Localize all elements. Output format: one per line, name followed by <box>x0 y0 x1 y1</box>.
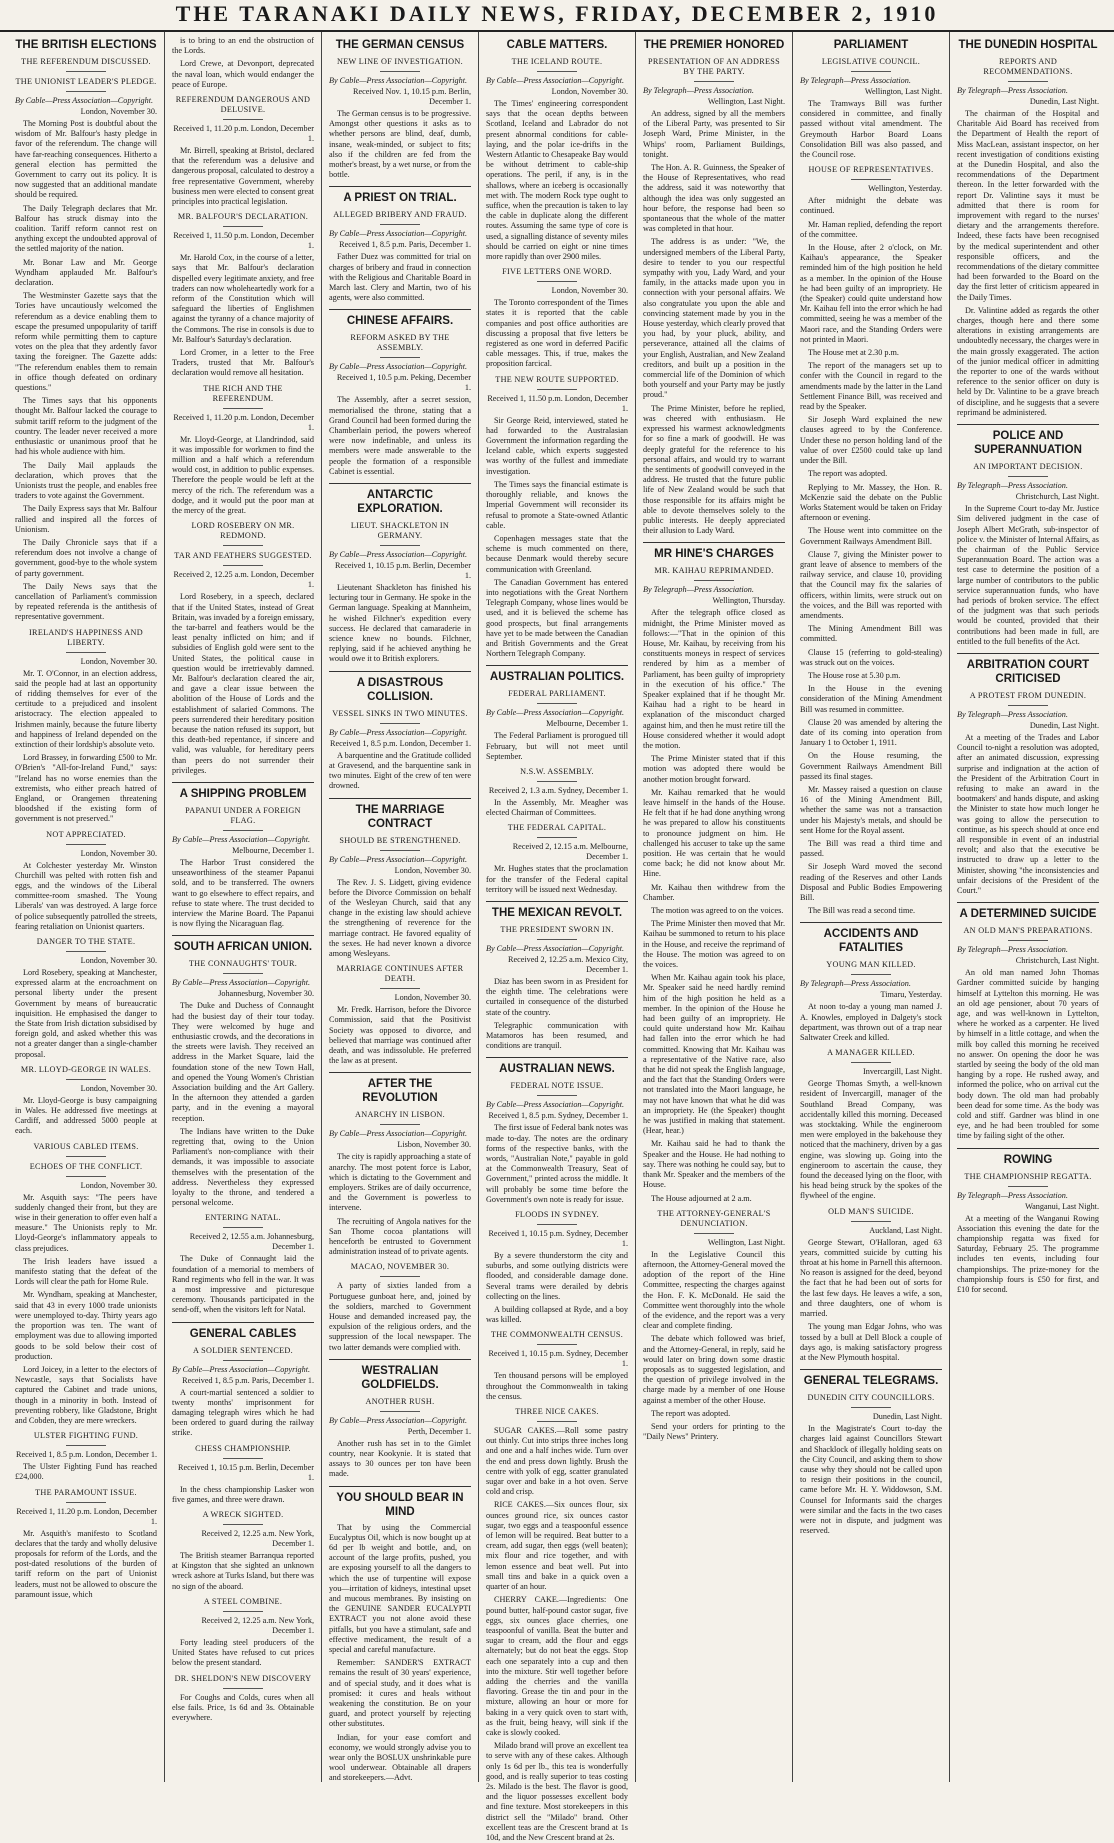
section-heading: AUSTRALIAN NEWS. <box>486 1057 628 1076</box>
section-heading: POLICE AND SUPERANNUATION <box>957 424 1099 457</box>
paragraph: Milado brand will prove an excellent tea to serve with any of these cakes. Although only 1s 6d per lb., this tea is wonderfully good, and is really superior to teas costing 2s. Milado is the best. The flavor is good, and the liquor possesses excellent body and fine texture. Most storekeepers in this district sell the "Milado" brand. Other excellent teas are the Crescent brand at 1s 10d, and the New Crescent brand at 2s. <box>486 1741 628 1842</box>
subheading: THE PARAMOUNT ISSUE. <box>15 1488 157 1503</box>
dateline: Dunedin, Last Night. <box>1029 720 1099 730</box>
subheading: LORD ROSEBERY ON MR. REDMOND. <box>172 521 314 546</box>
paragraph: When Mr. Kaihau again took his place, Mr. Speaker said he need hardly remind him of the high position he held as a member. In the opinion of the House he had been guilty of an impropriety. He could quite understand how Mr. Kaihau had fallen into the error which he had committed. Knowing that Mr. Kaihau was a representative of the Native race, also that he did not speak the English language, and the fact that the Standing Orders were not translated into the Maori language, he may not have known that what he did was an impropriety. He (the Speaker) thought he was justified in making that statement. (Hear, hear.) <box>643 973 785 1136</box>
subheading: N.S.W. ASSEMBLY. <box>486 767 628 782</box>
dateline: Melbourne, December 1. <box>232 845 314 855</box>
subheading: FEDERAL PARLIAMENT. <box>486 689 628 704</box>
dateline: Received 2, 12.25 a.m. Mexico City, December 1. <box>508 954 628 974</box>
section-heading: A DISASTROUS COLLISION. <box>329 671 471 704</box>
paragraph: Mr. Haman replied, defending the report of the committee. <box>800 219 942 239</box>
paragraph: Clause 15 (referring to gold-stealing) was struck out on the voices. <box>800 647 942 667</box>
paragraph: CHERRY CAKE.—Ingredients: One pound butter, half-pound castor sugar, five eggs, six ounces glace cherries, one teaspoonful of vanilla. Beat the butter and sugar to cream, add the flour and eggs alternately; but do not beat the eggs. Stop each one separately into a cup and then into the mixture. Stir well together before adding the cherries and the vanilla flavoring. Grease the tin and pour in the mixture, allowing an hour or more for baking in a very quick oven to start with, as the fruit, being heavy, will sink if the cake is slowly cooked. <box>486 1595 628 1737</box>
paragraph: In the Magistrate's Court to-day the charges laid against Councillors Stewart and Shacklock of illegally holding seats on the City Council, and asking them to show cause why they should not be called upon to resign their positions in the council, came before Mr. H. Y. Widdowson, S.M. Counsel for Informants said the charges were similar and the facts in the two cases were not in dispute, and judgment was reserved. <box>800 1424 942 1536</box>
byline: By Cable—Press Association—Copyright. <box>329 229 468 239</box>
paragraph: Lord Brassey, in forwarding £500 to Mr. O'Brien's "All-for-Ireland Fund," says: "Ireland has no worse enemies than the extremists, who either preach hatred of England, or Orangemen threatening bloodshed if the existing form of government is not preserved." <box>15 753 157 824</box>
subheading: MR. BALFOUR'S DECLARATION. <box>172 212 314 227</box>
dateline: Received 1, 11.20 p.m. London, December 1. <box>173 124 314 144</box>
section-heading: GENERAL CABLES <box>172 1322 314 1341</box>
dateline: London, November 30. <box>394 993 471 1003</box>
paragraph: Remember: SANDER'S EXTRACT remains the result of 30 years' experience, and of special study, and it does what is promised: it cures and heals without weakening the constitution. Be on your guard, and protect yourself by rejecting other substitutes. <box>329 1658 471 1729</box>
newspaper-columns <box>8 32 1106 1842</box>
subheading: A WRECK SIGHTED. <box>172 1510 314 1525</box>
paragraph: Mr. Kaihau remarked that he would leave himself in the hands of the House. He felt that if he had done anything wrong he was prepared to allow his constituents to pronounce judgment on him. He challenged his accuser to take up the same position. He was certain that he would come back; he did not know about Mr. Hine. <box>643 787 785 879</box>
dateline: London, November 30. <box>394 865 471 875</box>
dateline: Received 1, 10.15 p.m. Sydney, December 1. <box>488 1349 628 1369</box>
dateline: Perth, December 1. <box>407 1426 471 1436</box>
paragraph: On the House resuming, the Government Railways Amendment Bill passed its final stages. <box>800 751 942 781</box>
dateline: Received Nov. 1, 10.15 p.m. Berlin, December 1. <box>353 87 471 106</box>
subheading: SHOULD BE STRENGTHENED. <box>329 836 471 851</box>
paragraph: The Hon. A. R. Guinness, the Speaker of the House of Representatives, who read the address, said it was noteworthy that although the idea was only suggested an hour before, the response had been so spontaneous that the whole of the matter was completed in that hour. <box>643 163 785 234</box>
subheading: THE NEW ROUTE SUPPORTED. <box>486 375 628 390</box>
byline: By Cable—Press Association—Copyright. <box>329 1415 468 1425</box>
paragraph: The address is as under: "We, the undersigned members of the Liberal Party, desire to tender to you our respectful sympathy with you, Lady Ward, and your family, in the attacks made upon you in connection with your personal affairs. We also congratulate you upon the able and convincing statement made by you in the House yesterday, which clearly proved that you had, by your pluck, ability, and perseverance, attained all the claims of your English, Australian, and New Zealand creditors, and built up a position in the commercial life of the Dominion of which both yourself and your Party may be justly proud." <box>643 237 785 400</box>
column-3 <box>322 32 479 1782</box>
byline: By Telegraph—Press Association. <box>957 86 1068 95</box>
section-heading: A DETERMINED SUICIDE <box>957 902 1099 921</box>
paragraph: Mr. Harold Cox, in the course of a letter, says that Mr. Balfour's declaration dispelled every legitimate anxiety, and free traders can now wholeheartedly work for a reform of the Constitution which will safeguard the liberties of Englishmen against the tyranny of a chance majority of the Commons. The rise in consols is due to Mr. Balfour's Saturday's declaration. <box>172 253 314 344</box>
subheading: CHESS CHAMPIONSHIP. <box>172 1444 314 1459</box>
subheading: A STEEL COMBINE. <box>172 1597 314 1612</box>
dateline: London, November 30. <box>80 1083 157 1093</box>
byline: By Telegraph—Press Association. <box>643 86 754 95</box>
paragraph: The Harbor Trust considered the unseaworthiness of the steamer Papanui sold, and to be transferred. The owners want to go elsewhere to effect repairs, and refuse to state where. The trust decided to interview the Marine Board. The Papanui is now flying the Nicaraguan flag. <box>172 857 314 929</box>
paragraph: George Stewart, O'Halloran, aged 63 years, committed suicide by cutting his throat at his home in Parnell this afternoon. No reason is assigned for the deed, beyond the fact that he had been out of sorts for the last few days. He leaves a wife, a son, and three daughters, one of whom is married. <box>800 1237 942 1319</box>
paragraph: Sir Joseph Ward explained the new clauses agreed to by the Conference. Under these no person holding land of the value of over £2500 could take up land under the Bill. <box>800 415 942 466</box>
column-1 <box>8 32 165 1782</box>
dateline: London, November 30. <box>80 1180 157 1190</box>
byline: By Cable—Press Association—Copyright. <box>486 1100 625 1110</box>
paragraph: Lord Crewe, at Devonport, deprecated the naval loan, which would endanger the peace of Europe. <box>172 59 314 89</box>
dateline: London, November 30. <box>80 956 157 966</box>
paragraph: The German census is to be progressive. Amongst other questions it asks as to whether persons are blind, deaf, dumb, insane, weak-minded, or subject to fits; also if the children are fed from the mother's breast, by a wet nurse, or from the bottle. <box>329 109 471 180</box>
paragraph: In the Assembly, Mr. Meagher was elected Chairman of Committees. <box>486 797 628 818</box>
paragraph: George Thomas Smyth, a well-known resident of Invercargill, manager of the Southland Bread Company, was accidentally killed this morning. Deceased was stocktaking. While the engineroom men were employed in the bakehouse they noticed that the machinery, driven by a gas engine, was slowing up. Going into the engineroom to ascertain the cause, they found the deceased lying on the floor, with his head being struck by the spokes of the flywheel of the engine. <box>800 1079 942 1201</box>
dateline: London, November 30. <box>551 87 628 96</box>
paragraph: Sir George Reid, interviewed, stated he had forwarded to the Australasian Government the information regarding the Iceland cable, which experts suggested was worthy of the fullest and immediate investigation. <box>486 415 628 476</box>
subheading: THE COMMONWEALTH CENSUS. <box>486 1330 628 1345</box>
paragraph: The report of the managers set up to confer with the Council in regard to the amendments made by the latter in the Land Settlement Finance Bill, was received and read by the Speaker. <box>800 361 942 412</box>
subheading: FLOODS IN SYDNEY. <box>486 1210 628 1225</box>
byline: By Cable—Press Association—Copyright. <box>172 1364 311 1374</box>
section-heading: THE BRITISH ELECTIONS <box>15 39 157 51</box>
paragraph: In the chess championship Lasker won five games, and three were drawn. <box>172 1484 314 1504</box>
paragraph: Replying to Mr. Massey, the Hon. R. McKenzie said the debate on the Public Works Statement would be taken on Friday afternoon or evening. <box>800 482 942 523</box>
paragraph: After the telegraph office closed as midnight, the Prime Minister moved as follows:—"That in the opinion of this House, Mr. Kaihau, by receiving from his constituents moneys in respect of services rendered by him as a member of Parliament, has been guilty of impropriety in the execution of his office." The Speaker explained that if he thought Mr. Kaihau had a right to be heard in explanation of the misconduct charged against him, and then he must retire till the House considered whether it would adopt the motion. <box>643 608 785 750</box>
paragraph: Father Duez was committed for trial on charges of bribery and fraud in connection with the Religious and Charitable Board in March last. Clery and Martin, two of his agents, were also committed. <box>329 252 471 303</box>
section-heading: ACCIDENTS AND FATALITIES <box>800 922 942 955</box>
paragraph: The Toronto correspondent of the Times states it is reported that the cable companies and post office authorities are discussing a proposal that five letters be registered as one word in deferred Pacific cable messages. This, if true, makes the proposition farcical. <box>486 298 628 369</box>
paragraph: The Daily Telegraph declares that Mr. Balfour has struck dismay into the coalition. Tariff reform cannot rest on anything except the undoubted approval of the settled majority of the nation. <box>15 203 157 254</box>
subheading: THE REFERENDUM DISCUSSED. <box>15 57 157 72</box>
subheading: THE ATTORNEY-GENERAL'S DENUNCIATION. <box>643 1209 785 1234</box>
paragraph: The Irish leaders have issued a manifesto stating that the defeat of the Lords will clear the path for Home Rule. <box>15 1256 157 1287</box>
section-heading: CABLE MATTERS. <box>506 39 608 51</box>
subheading: A PROTEST FROM DUNEDIN. <box>957 691 1099 706</box>
subheading: DR. SHELDON'S NEW DISCOVERY <box>172 1674 314 1689</box>
paragraph: The Daily Chronicle says that if a referendum does not involve a change of government, good-bye to the whole system of party government. <box>15 537 157 578</box>
dateline: Received 1, 11.50 p.m. London, December 1. <box>487 393 628 413</box>
paragraph: The Federal Parliament is prorogued till February, but will not meet until September. <box>486 731 628 761</box>
dateline: Received 2, 12.25 a.m. New York, December 1. <box>201 1615 314 1635</box>
dateline: Received 1, 11.50 p.m. London, December 1. <box>173 231 314 251</box>
subheading: REPORTS AND RECOMMENDATIONS. <box>957 57 1099 82</box>
paragraph: SUGAR CAKES.—Roll some pastry out thinly. Cut into strips three inches long and one and a half inches wide. Turn over the end and press down lightly. Brush the centre with yolk of egg, scatter granulated sugar over and bake in a hot oven. Serve cold and crisp. <box>486 1426 628 1497</box>
paragraph: Mr. Asquith's manifesto to Scotland declares that the tardy and wholly delusive proposals for reform of the Lords, and the post-dated resolutions of the burden of tariff reform on the part of Unionist leaders, must not be allowed to obscure the paramount issue, which <box>15 1528 157 1599</box>
paragraph: The Assembly, after a secret session, memorialised the throne, stating that a Grand Council had been formed during the Chamberlain period, the powers whereof were now indefinable, and unless its members were made answerable to the people the formation of a responsible Cabinet is essential. <box>329 395 471 476</box>
paragraph: Lord Cromer, in a letter to the Free Traders, trusted that Mr. Balfour's declaration would remove all hesitation. <box>172 348 314 378</box>
paragraph: Mr. Lloyd-George, at Llandrindod, said it was impossible for workmen to find the million and a half which a referendum would cost, in addition to public expenses. Therefore the people would be left at the mercy of the rich. The referendum was a dodge, and it would put the poor man at the mercy of the great. <box>172 434 314 516</box>
byline: By Telegraph—Press Association. <box>957 709 1068 719</box>
paragraph: Mr. Kaihau then withdrew from the Chamber. <box>643 882 785 902</box>
subheading: TAR AND FEATHERS SUGGESTED. <box>172 551 314 566</box>
column-7 <box>950 32 1106 1782</box>
dateline: Received 2, 1.3 a.m. Sydney, December 1. <box>488 785 628 795</box>
paragraph: An address, signed by all the members of the Liberal Party, was presented to Sir Joseph Ward, Prime Minister, in the Whips' room, Parliament Buildings, tonight. <box>643 109 785 159</box>
paragraph: The first issue of Federal bank notes was made to-day. The notes are the ordinary forms of the respective banks, with the words, "Australian Note," payable in gold at the Commonwealth Treasury, Seat of Government," printed across the middle. It will probably be some time before the Government's own note is ready for issue. <box>486 1123 628 1204</box>
section-heading: YOU SHOULD BEAR IN MIND <box>329 1486 471 1519</box>
paragraph: The report was adopted. <box>651 1408 731 1418</box>
paragraph: The House met at 2.30 p.m. <box>808 348 899 358</box>
subheading: NEW LINE OF INVESTIGATION. <box>329 57 471 72</box>
subheading: THE PRESIDENT SWORN IN. <box>486 925 628 940</box>
subheading: THE RICH AND THE REFERENDUM. <box>172 384 314 409</box>
byline: By Cable—Press Association—Copyright. <box>329 76 468 85</box>
dateline: Received 1, 8.5 p.m. London, December 1. <box>330 738 471 748</box>
paragraph: The House went into committee on the Government Railways Amendment Bill. <box>800 526 942 546</box>
column-5 <box>636 32 793 1782</box>
byline: By Cable—Press Association—Copyright. <box>486 943 625 953</box>
paragraph: The British steamer Barranqua reported at Kingston that she sighted an unknown wreck ashore at Turks Island, but there was no sign of the aboard. <box>172 1551 314 1591</box>
paragraph: The Westminster Gazette says that the Tories have uncautiously welcomed the referendum as a device enabling them to escape the presumed unpopularity of tariff reform while permitting them to capture votes on the plea that they ardently favor taxing the foreigner. The Gazette adds: "The referendum enables them to remain in office though defeated on ordinary questions." <box>15 291 157 393</box>
subheading: DUNEDIN CITY COUNCILLORS. <box>800 1393 942 1408</box>
dateline: Received 1, 10.5 p.m. Peking, December 1. <box>336 373 471 393</box>
paragraph: The Daily Express says that Mr. Balfour rallied and inspired all the forces of Unionism. <box>15 504 157 534</box>
dateline: Timaru, Yesterday. <box>880 990 942 1000</box>
subheading: THREE NICE CAKES. <box>486 1407 628 1422</box>
paragraph: Diaz has been sworn in as President for the eighth time. The celebrations were curtailed in consequence of the disturbed state of the country. <box>486 976 628 1017</box>
paragraph: Telegraphic communication with Matamoros has been resumed, and conditions are tranquil. <box>486 1020 628 1051</box>
subheading: THE FEDERAL CAPITAL. <box>486 823 628 838</box>
byline: By Telegraph—Press Association. <box>800 76 911 85</box>
byline: By Cable—Press Association—Copyright. <box>329 727 468 737</box>
paragraph: The Bill was read a second time. <box>808 906 916 916</box>
dateline: Received 1, 8.5 p.m. Paris, December 1. <box>339 240 471 250</box>
paragraph: The Times' engineering correspondent says that the ocean depths between Scotland, Iceland and Labrador do not present abnormal conditions for cable-laying, and the polar ice-drifts in the Western Atlantic to Chesapeake Bay would be without detriment to cable-ship operations. The peril, if any, is in the shallows, where an iceberg is occasionally met with. The modern Rock type ought to suffice, when the precaution is taken to lay the cable in duplicate along the different routes. Assuming the same type of core is used, a signalling distance of seventy miles should be carried on eight or nine times more rapidly than over 2900 miles. <box>486 99 628 262</box>
paragraph: At a meeting of the Trades and Labor Council to-night a resolution was adopted, after an animated discussion, expressing surprise and indignation at the action of the President of the Arbitration Court in refusing to make an award in the bootmakers' and hands dispute, and asking the Minister to state how much longer he was going to allow the persecution to continue, as his speech should at once end all responsible in event of an industrial revolt; and also that the executive be instructed to draw up a letter to the Minister, showing "the inconsistencies and unfair decisions of the President of the Court." <box>957 732 1099 895</box>
paragraph: In the House in the evening consideration of the Mining Amendment Bill was resumed in committee. <box>800 684 942 714</box>
subheading: VESSEL SINKS IN TWO MINUTES. <box>329 709 471 724</box>
paragraph: At noon to-day a young man named J. A. Knowles, employed in Dalgety's stock department, was thrown out of a trap near Saltwater Creek and killed. <box>800 1002 942 1043</box>
paragraph: The Daily News says that the cancellation of Parliament's commission by repeated referenda is the antithesis of representative government. <box>15 581 157 622</box>
byline: By Telegraph—Press Association. <box>643 585 754 595</box>
byline: By Cable—Press Association—Copyright. <box>15 96 154 105</box>
subheading: ALLEGED BRIBERY AND FRAUD. <box>329 210 471 225</box>
subheading: REFERENDUM DANGEROUS AND DELUSIVE. <box>172 95 314 120</box>
paragraph: Mr. Lloyd-George is busy campaigning in Wales. He addressed five meetings at Cardiff, and addressed 5000 people at each. <box>15 1095 157 1136</box>
subheading: A MANAGER KILLED. <box>800 1048 942 1063</box>
paragraph: At Colchester yesterday Mr. Winston Churchill was pelted with rotten fish and eggs, and the windows of the Liberal committee-room smashed. The Young Liberals' van was destroyed. A large force of police subsequently patrolled the streets, fearing retaliation on Unionist quarters. <box>15 860 157 931</box>
dateline: Auckland, Last Night. <box>869 1225 942 1235</box>
section-heading: ROWING <box>957 1148 1099 1167</box>
paragraph: A court-martial sentenced a soldier to twenty months' imprisonment for damaging telegraph wires which he had been ordered to guard during the railway strike. <box>172 1387 314 1438</box>
paragraph: The Daily Mail applauds the declaration, which proves that the Unionists trust the people, and enables free traders to vote against the Government. <box>15 460 157 501</box>
paragraph: Copenhagen messages state that the scheme is much commented on there, because Denmark would thereby secure communication with Greenland. <box>486 533 628 574</box>
paragraph: The Mining Amendment Bill was committed. <box>800 624 942 644</box>
dateline: Received 1, 8.5 p.m. Paris, December 1. <box>182 1375 314 1385</box>
paragraph: The Indians have written to the Duke regretting that, owing to the Union Parliament's non-compliance with their demands, it was impossible to associate themselves with the presentation of the address. Nevertheless they expressed loyalty to the throne, and tendered a personal welcome. <box>172 1126 314 1208</box>
paragraph: The report was adopted. <box>808 469 888 479</box>
paragraph: Lord Joicey, in a letter to the electors of Newcastle, says that Socialists have captured the Cabinet and trade unions, though in a minority in both. Instead of preventing robbery, like Gladstone, Bright and Cobden, they are mere wreckers. <box>15 1364 157 1425</box>
byline: By Telegraph—Press Association. <box>957 1190 1068 1200</box>
subheading: A SOLDIER SENTENCED. <box>172 1346 314 1361</box>
subheading: THE ICELAND ROUTE. <box>486 57 628 72</box>
column-4 <box>479 32 636 1842</box>
paragraph: Send your orders for printing to the "Daily News" Printery. <box>643 1421 785 1442</box>
subheading: THE CHAMPIONSHIP REGATTA. <box>957 1172 1099 1187</box>
byline: By Cable—Press Association—Copyright. <box>172 978 311 988</box>
paragraph: Mr. Massey raised a question on clause 16 of the Mining Amendment Bill, whether the same was not a transaction under his Majesty's metals, and should be sent Home for the Royal assent. <box>800 784 942 835</box>
paragraph: At a meeting of the Wanganui Rowing Association this evening the date for the championship regatta was fixed for Saturday, February 25. The programme includes ten events, including four championships. The prize-money for the championship fours is £50 for first, and £10 for second. <box>957 1213 1099 1295</box>
dateline: Wellington, Last Night. <box>707 97 785 106</box>
paragraph: The Duke of Connaught laid the foundation of a memorial to members of Rand regiments who fell in the war. It was a most impressive and picturesque ceremony. Thousands participated in the send-off, when the visitors left for Natal. <box>172 1254 314 1315</box>
section-heading: AFTER THE REVOLUTION <box>329 1072 471 1105</box>
paragraph: The city is rapidly approaching a state of anarchy. The most potent force is Labor, which is dictating to the Government and employers. Strikes are of daily occurrence, and the Government is powerless to intervene. <box>329 1152 471 1213</box>
dateline: Received 1, 11.20 p.m. London, December 1. <box>173 412 314 432</box>
masthead: THE TARANAKI DAILY NEWS, FRIDAY, DECEMBER 2, 1910 <box>0 0 1114 32</box>
section-heading: CHINESE AFFAIRS. <box>329 309 471 328</box>
paragraph: The motion was agreed to on the voices. <box>651 906 784 916</box>
subheading: FEDERAL NOTE ISSUE. <box>486 1081 628 1096</box>
dateline: Lisbon, November 30. <box>397 1140 471 1150</box>
paragraph: By a severe thunderstorm the city and suburbs, and some outlying districts were flooded, and considerable damage done. Several trams were derailed by debris collecting on the lines. <box>486 1251 628 1301</box>
dateline: Received 2, 12.55 a.m. Johannesburg, December 1. <box>189 1232 314 1252</box>
dateline: Invercargill, Last Night. <box>863 1067 942 1077</box>
dateline: Received 2, 12.25 a.m. London, December 1. <box>173 570 314 590</box>
paragraph: A building collapsed at Ryde, and a boy was killed. <box>486 1305 628 1325</box>
dateline: Received 2, 12.15 a.m. Melbourne, December 1. <box>512 842 628 862</box>
paragraph: The Prime Minister, before he replied, was cheered with enthusiasm. He expressed his warmest acknowledgments for so fine a mark of goodwill. He was deeply grateful for the reference to his personal affairs, and would try to warrant the sentiments of goodwill conveyed in the address. He trusted that the future public life of New Zealand would be such that those responsible for its affairs might be able to devote themselves solely to the public interests. He deeply appreciated their allusion to Lady Ward. <box>643 403 785 536</box>
paragraph: RICE CAKES.—Six ounces flour, six ounces ground rice, six ounces castor sugar, two eggs and a teaspoonful essence of lemon will be required. Beat butter to a cream, add sugar, then eggs (well beaten); mix flour and rice together, and with lemon essence and beat well. Put into small tins and bake in a quick oven a quarter of an hour. <box>486 1500 628 1592</box>
subheading: MARRIAGE CONTINUES AFTER DEATH. <box>329 964 471 989</box>
section-heading: WESTRALIAN GOLDFIELDS. <box>329 1359 471 1392</box>
paragraph: The Morning Post is doubtful about the wisdom of Mr. Balfour's hasty pledge in favor of the referendum. The change will have far-reaching consequences. Hitherto a general election has permitted the Government to carry out its policy. It is now suggested that an additional mandate should be required. <box>15 119 157 200</box>
paragraph: Lord Rosebery, in a speech, declared that if the United States, instead of Great Britain, was invaded by a foreign emissary, the tar-barrel and feathers would be the least penalty inflicted on him; and if subsidies of English gold were sent to the United States, the political cause in question would be irretrievably damned. Mr. Balfour's declaration cleared the air, and gave a clear issue between the abolition of the House of Lords and the establishment of salaried Commons. The peers surrendered their hereditary position because the nation refused its support, but this death-bed repentance, if sincere and valid, was valuable, for hereditary peers than peers do not surrender their privileges. <box>172 592 314 775</box>
subheading: DANGER TO THE STATE. <box>15 937 157 952</box>
subheading: LEGISLATIVE COUNCIL. <box>800 57 942 72</box>
subheading: VARIOUS CABLED ITEMS. <box>15 1142 157 1157</box>
section-heading: SOUTH AFRICAN UNION. <box>172 935 314 954</box>
byline: By Cable—Press Association—Copyright. <box>329 362 468 372</box>
paragraph: Mr. Hughes states that the proclamation for the transfer of the Federal capital territory will be issued next Wednesday. <box>486 864 628 894</box>
dateline: Johannesburg, November 30. <box>218 989 314 999</box>
dateline: London, November 30. <box>80 107 157 116</box>
paragraph: Mr. T. O'Connor, in an election address, said the people had at last an opportunity of ridding themselves for ever of the certitude to a prejudiced and insolent aristocracy. The election appealed to Irishmen mainly, because the future liberty and happiness of Ireland depended on the extinction of their lordship's absolute veto. <box>15 668 157 749</box>
subheading: ECHOES OF THE CONFLICT. <box>15 1162 157 1177</box>
paragraph: In the Supreme Court to-day Mr. Justice Sim delivered judgment in the case of Joseph Albert McGrath, sub-inspector of police v. the Minister of Internal Affairs, as the chairman of the Public Service Superannuation Board. The action was a test case to determine the position of a large number of contributors to the public service superannuation funds, who have had periods of broken service. The effect of the judgment was that such periods would be counted, provided that their contributions had been made in full, are entitled to the full benefits of the Act. <box>957 504 1099 646</box>
byline: By Cable—Press Association—Copyright. <box>172 834 311 844</box>
section-heading: A PRIEST ON TRIAL. <box>329 186 471 205</box>
paragraph: The Times says the financial estimate is thoroughly reliable, and knows the Imperial Government will reconsider its refusal to promote a State-owned Atlantic cable. <box>486 479 628 530</box>
paragraph: The Ulster Fighting Fund has reached £24,000. <box>15 1462 157 1482</box>
byline: By Telegraph—Press Association. <box>957 481 1068 491</box>
section-heading: A SHIPPING PROBLEM <box>172 782 314 801</box>
paragraph: Forty leading steel producers of the United States have refused to cut prices below the present standard. <box>172 1637 314 1668</box>
column-2 <box>165 32 322 1782</box>
dateline: London, November 30. <box>80 656 157 666</box>
paragraph: A party of sixties landed from a Portuguese gunboat here, and, joined by the soldiers, marched to Government House and demanded increased pay, the expulsion of the religious orders, and the suppression of the local newspaper. The two latter demands were complied with. <box>329 1281 471 1352</box>
subheading: MR. LLOYD-GEORGE IN WALES. <box>15 1065 157 1080</box>
paragraph: The Prime Minister stated that if this motion was adopted there would be another motion brought forward. <box>643 754 785 784</box>
dateline: Received 1, 10.15 p.m. Berlin, December 1. <box>335 561 471 581</box>
paragraph: A barquentine and the Gratitude collided at Gravesend, and the barquentine sank in two minutes. Eight of the crew of ten were drowned. <box>329 750 471 791</box>
section-heading: MR HINE'S CHARGES <box>643 542 785 561</box>
paragraph: The Times says that his opponents thought Mr. Balfour lacked the courage to submit tariff reform to the judgment of the country. The leader never received a more enthusiastic or unanimous proof that he had his whole audience with him. <box>15 396 157 457</box>
column-6 <box>793 32 950 1782</box>
paragraph: The recruiting of Angola natives for the San Thome cocoa plantations will henceforth be entrusted to Government administration instead of to private agents. <box>329 1216 471 1257</box>
paragraph: In the House, after 2 o'clock, on Mr. Kaihau's appearance, the Speaker reminded him of the high position he held as a member. In the opinion of the House he had been guilty of an impropriety. He (the Speaker) could quite understand how Mr. Kaihau fell into the error which he had committed, seeing he was a member of the Maori race, and the Standing Orders were not printed in Maori. <box>800 243 942 344</box>
subheading: PRESENTATION OF AN ADDRESS BY THE PARTY. <box>643 57 785 82</box>
dateline: Dunedin, Last Night. <box>872 1412 942 1422</box>
byline: By Cable—Press Association—Copyright. <box>329 550 468 560</box>
byline: By Cable—Press Association—Copyright. <box>329 854 468 864</box>
subheading: THE CONNAUGHTS' TOUR. <box>172 959 314 974</box>
dateline: Christchurch, Last Night. <box>1015 492 1099 502</box>
dateline: Christchurch, Last Night. <box>1015 956 1099 966</box>
subheading: FIVE LETTERS ONE WORD. <box>486 267 628 282</box>
paragraph: Lieutenant Shackleton has finished his lecturing tour in Germany. He spoke in the German language. Speaking at Mannheim, he wished Filchner's expedition every success. He declared that camaraderie in science knew no bounds. Filchner, replying, said if he achieved anything he would owe it to British explorers. <box>329 583 471 664</box>
dateline: Wellington, Thursday. <box>712 596 785 606</box>
dateline: Received 2, 12.25 a.m. New York, December 1. <box>201 1529 314 1549</box>
paragraph: Sir Joseph Ward moved the second reading of the Reserves and other Lands Disposal and Public Bodies Empowering Bill. <box>800 862 942 903</box>
paragraph: Clause 20 was amended by altering the date of its coming into operation from January 1 to October 1, 1911. <box>800 717 942 748</box>
paragraph: After midnight the debate was continued. <box>800 196 942 216</box>
dateline: Melbourne, December 1. <box>546 719 628 729</box>
section-heading: ARBITRATION COURT CRITICISED <box>957 653 1099 686</box>
byline: By Telegraph—Press Association. <box>957 945 1068 955</box>
dateline: Wellington, Last Night. <box>707 1237 785 1247</box>
subheading: ULSTER FIGHTING FUND. <box>15 1431 157 1446</box>
subheading: NOT APPRECIATED. <box>15 830 157 845</box>
paragraph: Clause 7, giving the Minister power to grant leave of absence to members of the railway service, and clause 10, providing that the Council may fix the salaries of officers, within limits, were struck out on the voices, and the Bill was reported with amendments. <box>800 549 942 620</box>
paragraph: An old man named John Thomas Gardner committed suicide by hanging himself at Lyttelton this morning. He was an old age pensioner, about 70 years of age, and was well-known in Lyttelton, where he worked as a carpenter. He lived by himself in a little cottage, and when the milk boy called this morning he received no answer. On opening the door he was startled by seeing the body of the old man hanging by a rope. He rushed away, and informed the police, who on arrival cut the body down. The old man had probably been dead for some time. As the body was cold and stiff. Gardner was blind in one eye, and he had been troubled for some time by failing sight of the other. <box>957 968 1099 1141</box>
dateline: Received 1, 8.5 p.m. Sydney, December 1. <box>488 1111 628 1121</box>
paragraph: That by using the Commercial Eucalyptus Oil, which is now bought up at 6d per lb weight and bottle, and, on account of the large profits, pushed, you are exposing yourself to all the dangers to which the use of turpentine will expose you—irritation of kidneys, intestinal upset and mucous membranes. By insisting on the GENUINE SANDER EUCALYPTI EXTRACT you not alone avoid these pitfalls, but you have a stimulant, safe and effective medicament, the result of a special and careful manufacture. <box>329 1522 471 1655</box>
dateline: Received 1, 10.15 p.m. Berlin, December 1. <box>178 1462 314 1482</box>
dateline: Wellington, Last Night. <box>864 87 942 96</box>
subheading: ANOTHER RUSH. <box>329 1397 471 1412</box>
paragraph: Ten thousand persons will be employed throughout the Commonwealth in taking the census. <box>486 1371 628 1401</box>
paragraph: Mr. Wyndham, speaking at Manchester, said that 43 in every 1000 trade unionists were unemployed to-day. Thirty years ago the proportion was ten. The want of employment was due to allowing imported goods to be sold below their cost of production. <box>15 1290 157 1361</box>
subheading: IRELAND'S HAPPINESS AND LIBERTY. <box>15 628 157 653</box>
paragraph: The Prime Minister then moved that Mr. Kaihau be summoned to return to his place in the House, and receive the reprimand of the House. The motion was agreed to on the voices. <box>643 919 785 970</box>
paragraph: The House rose at 5.30 p.m. <box>808 670 901 680</box>
section-heading: THE MARRIAGE CONTRACT <box>329 798 471 831</box>
subheading: YOUNG MAN KILLED. <box>800 960 942 975</box>
dateline: Received 1, 10.15 p.m. Sydney, December 1. <box>488 1229 628 1249</box>
paragraph: The House adjourned at 2 a.m. <box>651 1193 752 1203</box>
paragraph: The Rev. J. S. Lidgett, giving evidence before the Divorce Commission on behalf of the Wesleyan Church, said that any change in the existing law should achieve the strengthening of reverence for the marriage contract. He favored equality of the sexes. He had never known a divorce among Wesleyans. <box>329 877 471 958</box>
paragraph: For Coughs and Colds, cures when all else fails. Price, 1s 6d and 3s. Obtainable everywhere. <box>172 1692 314 1722</box>
paragraph: is to bring to an end the obstruction of the Lords. <box>172 36 314 56</box>
dateline: Received 1, 11.20 p.m. London, December 1. <box>16 1506 157 1526</box>
subheading: THE UNIONIST LEADER'S PLEDGE. <box>15 77 157 92</box>
section-heading: THE GERMAN CENSUS <box>335 39 465 51</box>
dateline: Wellington, Yesterday. <box>868 184 942 194</box>
byline: By Telegraph—Press Association. <box>800 979 911 989</box>
subheading: PAPANUI UNDER A FOREIGN FLAG. <box>172 806 314 831</box>
paragraph: The chairman of the Hospital and Charitable Aid Board has received from the Department of Health the report of Miss MacLean, assistant inspector, on her recent investigation of conditions existing at the Dunedin Hospital, and also the recommendations of the Department thereon. In the letter forwarded with the report Dr. Valintine says it must be admitted that there is room for improvement with regard to the nurses' dietary and the arrangements therefore. Indeed, these facts have been recognised by the medical superintendent and other responsible officers, and the recommendations of the dietary committee had been forwarded to the Board on the day the first letter of criticism appeared in the Daily Times. <box>957 109 1099 302</box>
section-heading: THE DUNEDIN HOSPITAL <box>958 39 1098 51</box>
paragraph: Mr. Kaihau said he had to thank the Speaker and the House. He had nothing to say. There was nothing he could say, but to thank Mr. Speaker and the members of the House. <box>643 1139 785 1190</box>
section-heading: ANTARCTIC EXPLORATION. <box>329 483 471 516</box>
section-heading: GENERAL TELEGRAMS. <box>800 1369 942 1388</box>
subheading: ANARCHY IN LISBON. <box>329 1110 471 1125</box>
paragraph: Mr. Bonar Law and Mr. George Wyndham applauded Mr. Balfour's declaration. <box>15 257 157 288</box>
dateline: London, November 30. <box>551 286 628 296</box>
section-heading: PARLIAMENT <box>833 39 909 51</box>
paragraph: Mr. Birrell, speaking at Bristol, declared that the referendum was a delusive and dangerous proposal, calculated to destroy a free representative Government, whereby business men were elected to consent great principles into practical legislation. <box>172 146 314 207</box>
subheading: ENTERING NATAL. <box>172 1213 314 1228</box>
subheading: OLD MAN'S SUICIDE. <box>800 1207 942 1222</box>
paragraph: Lord Rosebery, speaking at Manchester, expressed alarm at the encroachment on personal liberty under the present Government by means of bureaucratic inquisition. He emphasised the danger to the State from Irish dictation subsidised by foreign gold, and asked whether this was not a greater danger than a single-chamber proposal. <box>15 968 157 1059</box>
subheading: MR. KAIHAU REPRIMANDED. <box>643 566 785 581</box>
subheading: MACAO, NOVEMBER 30. <box>329 1262 471 1277</box>
byline: By Cable—Press Association—Copyright. <box>329 1129 468 1139</box>
subheading: AN IMPORTANT DECISION. <box>957 462 1099 477</box>
dateline: Received 1, 8.5 p.m. London, December 1. <box>16 1450 157 1460</box>
paragraph: In the Legislative Council this afternoon, the Attorney-General moved the adoption of the report of the Hine Committee, respecting the charges against the Hon. F. K. McDonald. He said the Committee went thoroughly into the whole of the evidence, and the report was a very clear and complete finding. <box>643 1249 785 1331</box>
paragraph: Mr. Fredk. Harrison, before the Divorce Commission, said that the Positivist Society was opposed to divorce, and believed that marriage was continued after death, and was indissoluble. He preferred the law as at present. <box>329 1005 471 1066</box>
section-heading: THE MEXICAN REVOLT. <box>486 901 628 920</box>
paragraph: The Canadian Government has entered into negotiations with the Great Northern Telegraph Company, whose lines would be used, and it is believed the scheme has good prospects, but final arrangements have yet to be made between the Canadian and British Governments and the Great Northern Telegraph Company. <box>486 577 628 659</box>
byline: By Cable—Press Association—Copyright. <box>486 708 625 718</box>
section-heading: THE PREMIER HONORED <box>643 39 785 51</box>
dateline: Wanganui, Last Night. <box>1025 1201 1099 1211</box>
paragraph: Dr. Valintine added as regards the other charges, though here and there some alterations in existing arrangements are undoubtedly necessary, the charges were in the main grossly exaggerated. The action of the junior medical officer in admitting the reporter to one of the wards without reference to the senior officer on duty is held by Dr. Valintine to be a grave breach of discipline, and he suggests that a severe reprimand be administered. <box>957 305 1099 417</box>
dateline: London, November 30. <box>80 848 157 858</box>
byline: By Cable—Press Association—Copyright. <box>486 76 625 85</box>
paragraph: The Bill was read a third time and passed. <box>800 839 942 859</box>
paragraph: Mr. Asquith says: "The peers have suddenly changed their front, but they are wise in their generation to offer even half a measure." The Unionists reply to Mr. Lloyd-George's inflammatory appeals to class prejudices. <box>15 1192 157 1253</box>
paragraph: The debate which followed was brief, and the Attorney-General, in reply, said he would later on bring down some drastic proposals as to suggested legislation, and the question of privilege involved in the charge made by a member of one House against a member of the other House. <box>643 1334 785 1405</box>
subheading: LIEUT. SHACKLETON IN GERMANY. <box>329 521 471 546</box>
subheading: AN OLD MAN'S PREPARATIONS. <box>957 926 1099 941</box>
paragraph: The Duke and Duchess of Connaught had the busiest day of their tour today. They were welcomed by huge and enthusiastic crowds, and the decorations in the streets were lavish. They received an address in the Market Square, laid the foundation stone of the new Town Hall, and opened the Young Women's Christian Association building and the Art Gallery. In the afternoon they attended a garden party, and in the evening a mayoral reception. <box>172 1001 314 1123</box>
paragraph: The young man Edgar Johns, who was tossed by a bull at Dell Block a couple of days ago, is making satisfactory progress at the New Plymouth hospital. <box>800 1322 942 1362</box>
paragraph: Another rush has set in to the Gimlet country, near Kookynie. It is stated that assays to 30 ounces per ton have been made. <box>329 1438 471 1479</box>
section-heading: AUSTRALIAN POLITICS. <box>486 665 628 684</box>
paragraph: Indian, for your ease comfort and economy, we would strongly advise you to wear only the BOSLUX unshrinkable pure wool underwear. Obtainable all drapers and storekeepers.—Advt. <box>329 1732 471 1783</box>
paragraph: The Tramways Bill was further considered in committee, and finally passed without vital amendment. The Greymouth Harbor Board Loans Consolidation Bill was also passed, and the Council rose. <box>800 99 942 160</box>
dateline: Dunedin, Last Night. <box>1029 97 1099 106</box>
subheading: HOUSE OF REPRESENTATIVES. <box>800 165 942 180</box>
subheading: REFORM ASKED BY THE ASSEMBLY. <box>329 333 471 358</box>
